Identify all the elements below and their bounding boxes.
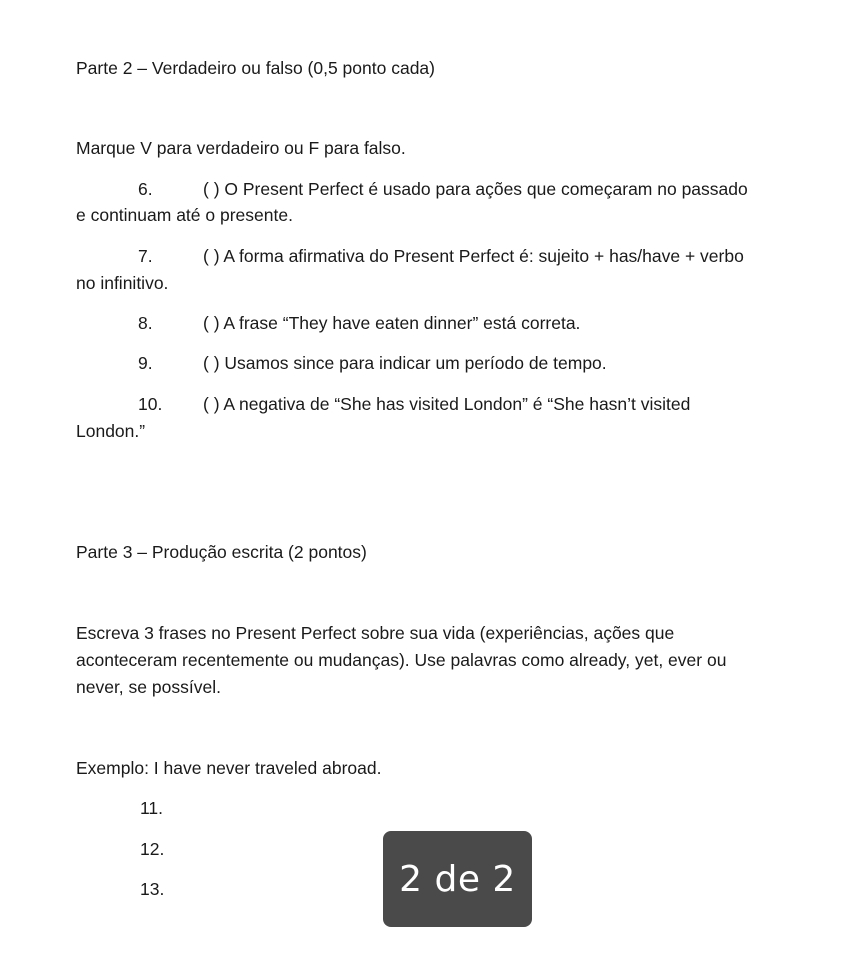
question-text: ( ) A frase “They have eaten dinner” está correta. (203, 313, 581, 333)
question-number: 8. (138, 313, 153, 333)
page-indicator (383, 831, 532, 927)
question-text: ( ) A negativa de “She has visited London” é “She hasn’t visited (203, 394, 691, 414)
question-number: 7. (138, 246, 153, 266)
part3-example: Exemplo: I have never traveled abroad. (76, 758, 382, 778)
question-text: ( ) Usamos since para indicar um período de tempo. (203, 353, 607, 373)
question-text-continued: no infinitivo. (76, 273, 169, 293)
question-text-continued: London.” (76, 421, 146, 441)
part3-instruction: aconteceram recentemente ou mudanças). Use palavras como already, yet, ever ou (76, 650, 727, 670)
answer-number: 11. (140, 798, 164, 818)
answer-number: 13. (140, 879, 165, 899)
page-indicator-label: 2 de 2 (399, 858, 516, 900)
question-text-continued: e continuam até o presente. (76, 205, 293, 225)
question-number: 9. (138, 353, 153, 373)
part2-instruction: Marque V para verdadeiro ou F para falso. (76, 138, 406, 158)
question-text: ( ) O Present Perfect é usado para ações que começaram no passado (203, 179, 748, 199)
part3-instruction: never, se possível. (76, 677, 221, 697)
part3-title: Parte 3 – Produção escrita (2 pontos) (76, 542, 367, 562)
part2-title: Parte 2 – Verdadeiro ou falso (0,5 ponto cada) (76, 58, 435, 78)
question-text: ( ) A forma afirmativa do Present Perfect é: sujeito + has/have + verbo (203, 246, 744, 266)
question-number: 10. (138, 394, 163, 414)
question-number: 6. (138, 179, 153, 199)
part3-instruction: Escreva 3 frases no Present Perfect sobre sua vida (experiências, ações que (76, 623, 675, 643)
answer-number: 12. (140, 839, 165, 859)
